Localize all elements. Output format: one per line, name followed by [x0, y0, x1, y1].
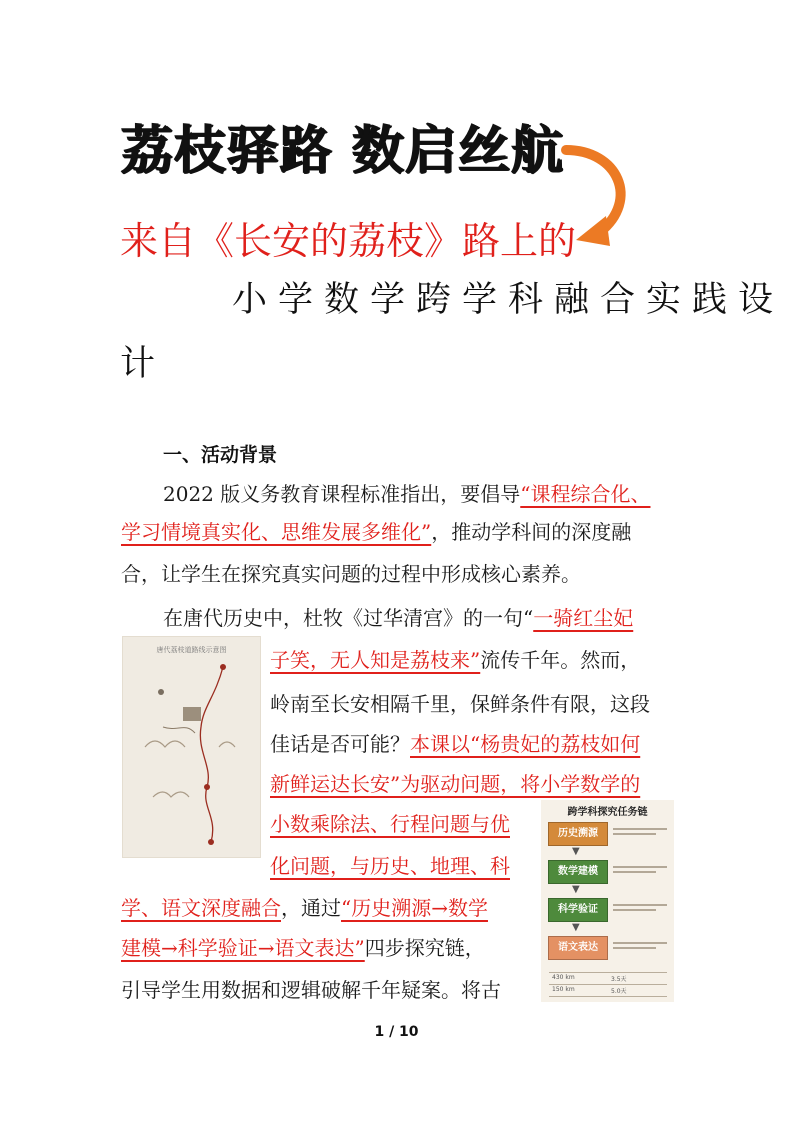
chain-step-note	[613, 863, 667, 879]
chain-step-note	[613, 825, 667, 841]
document-title: 荔枝驿路 数启丝航	[120, 121, 564, 181]
para2-line6: 小数乘除法、行程问题与优	[270, 812, 510, 836]
text-run: 佳话是否可能？	[270, 732, 410, 756]
para2-line2	[270, 638, 640, 682]
table-cell: 430 km	[552, 974, 575, 981]
table-row	[549, 985, 667, 997]
table-cell: 3.5天	[611, 976, 627, 983]
map-title: 唐代荔枝道路线示意图	[156, 646, 227, 654]
para2-line8	[121, 886, 488, 930]
table-cell: 150 km	[552, 986, 575, 993]
text-run: ，推动学科间的深度融	[431, 520, 632, 544]
down-arrow-icon: ▼	[572, 846, 580, 857]
highlight-text: 本课以“杨贵妃的荔枝如何	[410, 732, 641, 756]
highlight-text: 建模→科学验证→语文表达”	[121, 936, 365, 960]
map-route-drawing	[123, 637, 260, 857]
chain-step-note	[613, 939, 667, 955]
para2-line7: 化问题，与历史、地理、科	[270, 854, 510, 878]
text-run: ，通过	[281, 896, 341, 920]
subtitle-line2: 小学数学跨学科融合实践设	[232, 280, 785, 320]
table-row	[549, 973, 667, 985]
para2-line3: 岭南至长安相隔千里，保鲜条件有限，这段	[270, 692, 650, 716]
para1-line2	[121, 510, 631, 554]
chain-step: 数学建模	[548, 860, 608, 884]
chain-step: 语文表达	[548, 936, 608, 960]
task-chain-image	[541, 800, 674, 1002]
subtitle-line3: 计	[120, 344, 156, 384]
para2-line4	[270, 722, 640, 766]
chain-table	[549, 972, 667, 997]
highlight-text: 学、语文深度融合	[121, 896, 281, 920]
para2-line10: 引导学生用数据和逻辑破解千年疑案。将古	[121, 978, 501, 1002]
route-map-image	[122, 636, 261, 858]
highlight-text: “历史溯源→数学	[341, 896, 488, 920]
para2-line5: 新鲜运达长安”为驱动问题，将小学数学的	[270, 772, 641, 796]
table-cell: 5.0天	[611, 988, 627, 995]
highlight-text: 子笑，无人知是荔枝来”	[270, 648, 481, 672]
para2-line1	[163, 596, 633, 640]
chain-step: 历史溯源	[548, 822, 608, 846]
text-run: 四步探究链，	[364, 936, 485, 960]
chain-step-note	[613, 901, 667, 917]
highlight-text: “课程综合化、	[520, 482, 651, 506]
text-run: 流传千年。然而，	[480, 648, 641, 672]
page-number: 1 / 10	[374, 1024, 419, 1040]
chain-title: 跨学科探究任务链	[567, 807, 648, 818]
para2-line9	[121, 926, 485, 970]
highlight-text: 学习情境真实化、思维发展多维化”	[121, 520, 432, 544]
para1-line3: 合，让学生在探究真实问题的过程中形成核心素养。	[121, 562, 581, 586]
down-arrow-icon: ▼	[572, 922, 580, 933]
down-arrow-icon: ▼	[572, 884, 580, 895]
subtitle-red: 来自《长安的荔枝》路上的	[120, 219, 577, 263]
text-run: 2022 版义务教育课程标准指出，要倡导	[163, 482, 521, 506]
highlight-text: 一骑红尘妃	[533, 606, 634, 630]
text-run: 在唐代历史中，杜牧《过华清宫》的一句“	[163, 606, 534, 630]
chain-step: 科学验证	[548, 898, 608, 922]
section-heading-background: 一、活动背景	[163, 444, 278, 466]
